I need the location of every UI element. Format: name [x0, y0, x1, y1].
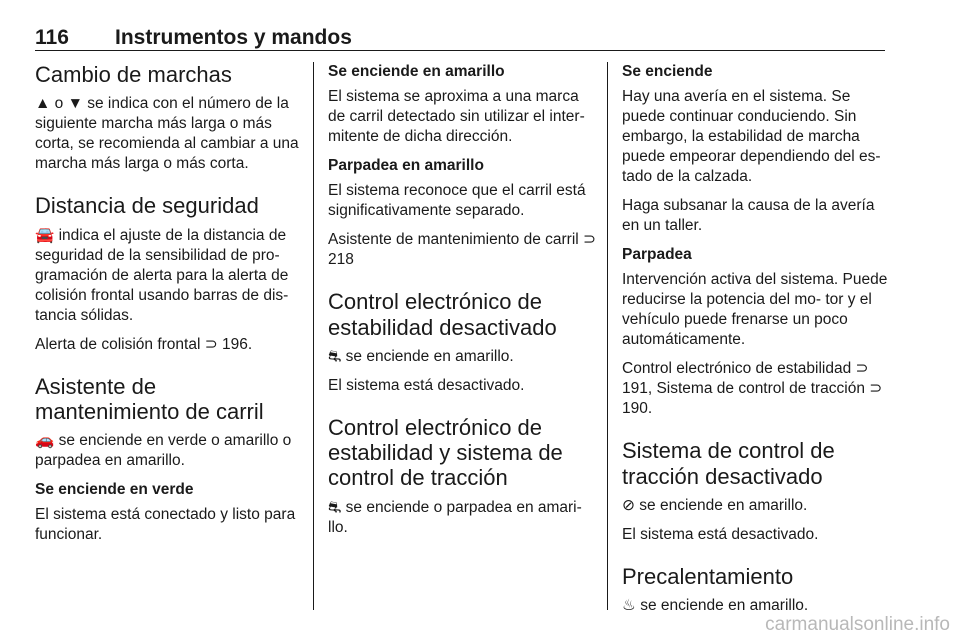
paragraph-distancia: 🚘 indica el ajuste de la distancia de seguridad de la sensibilidad de pro- gramación de alerta para la alerta de colisión frontal usando barras de dis- tancia sólidas.	[35, 226, 289, 324]
subheading-parpadea-amarillo: Parpadea en amarillo	[328, 157, 484, 175]
column-divider-2	[607, 62, 608, 610]
heading-asistente-carril: Asistente de mantenimiento de carril	[35, 373, 264, 424]
paragraph-enciende-1: Hay una avería en el sistema. Se puede continuar conduciendo. Sin embargo, la estabilidad de marcha puede empeorar dependiendo del es- tado de la calzada.	[622, 88, 881, 186]
paragraph-traccion-2: El sistema está desactivado.	[622, 525, 819, 543]
paragraph-parpadea-1: Intervención activa del sistema. Puede reducirse la potencia del mo- tor y el vehículo puede frenarse un poco automáticamente.	[622, 271, 888, 349]
heading-esc-traccion: Control electrónico de estabilidad y sistema de control de tracción	[328, 414, 563, 491]
paragraph-amarillo: El sistema se aproxima a una marca de carril detectado sin utilizar el inter- mitente de dicha dirección.	[328, 88, 585, 146]
watermark: carmanualsonline.info	[765, 614, 950, 635]
subheading-parpadea: Parpadea	[622, 246, 692, 264]
heading-distancia-seguridad: Distancia de seguridad	[35, 193, 259, 219]
paragraph-enciende-2: Haga subsanar la causa de la avería en un taller.	[622, 197, 875, 235]
paragraph-esc-2: El sistema está desactivado.	[328, 376, 525, 394]
paragraph-alerta-colision: Alerta de colisión frontal ⊃ 196.	[35, 335, 253, 353]
subheading-enciende-amarillo: Se enciende en amarillo	[328, 63, 505, 80]
paragraph-parpadea: El sistema reconoce que el carril está significativamente separado.	[328, 182, 586, 220]
running-title: Instrumentos y mandos	[115, 26, 352, 49]
subheading-enciende-verde: Se enciende en verde	[35, 481, 194, 499]
column-3	[622, 62, 890, 625]
page-number: 116	[35, 26, 69, 49]
subheading-se-enciende: Se enciende	[622, 63, 713, 80]
paragraph-esc-traccion: ⛐ se enciende o parpadea en amari- llo.	[328, 498, 582, 536]
header-rule	[35, 50, 885, 51]
paragraph-traccion-1: ⊘ se enciende en amarillo.	[622, 496, 808, 514]
paragraph-cambio: ▲ o ▼ se indica con el número de la siguiente marcha más larga o más corta, se recomienda al cambiar a una marcha más larga o más corta.	[35, 95, 299, 173]
paragraph-esc-1: ⛐ se enciende en amarillo.	[328, 347, 514, 365]
column-1	[35, 62, 300, 554]
heading-cambio-de-marchas: Cambio de marchas	[35, 62, 232, 87]
heading-esc-desactivado: Control electrónico de estabilidad desactivado	[328, 289, 557, 340]
paragraph-ref-asistente: Asistente de mantenimiento de carril ⊃ 218	[328, 231, 597, 269]
heading-traccion-desactivado: Sistema de control de tracción desactivado	[622, 438, 835, 489]
heading-precalentamiento: Precalentamiento	[622, 563, 794, 589]
paragraph-asistente: 🚗 se enciende en verde o amarillo o parpadea en amarillo.	[35, 432, 292, 470]
column-divider-1	[313, 62, 314, 610]
paragraph-verde: El sistema está conectado y listo para funcionar.	[35, 506, 296, 544]
column-2	[328, 62, 596, 547]
paragraph-precalentamiento: ♨ se enciende en amarillo.	[622, 597, 809, 615]
paragraph-parpadea-2: Control electrónico de estabilidad ⊃ 191, Sistema de control de tracción ⊃ 190.	[622, 360, 883, 418]
